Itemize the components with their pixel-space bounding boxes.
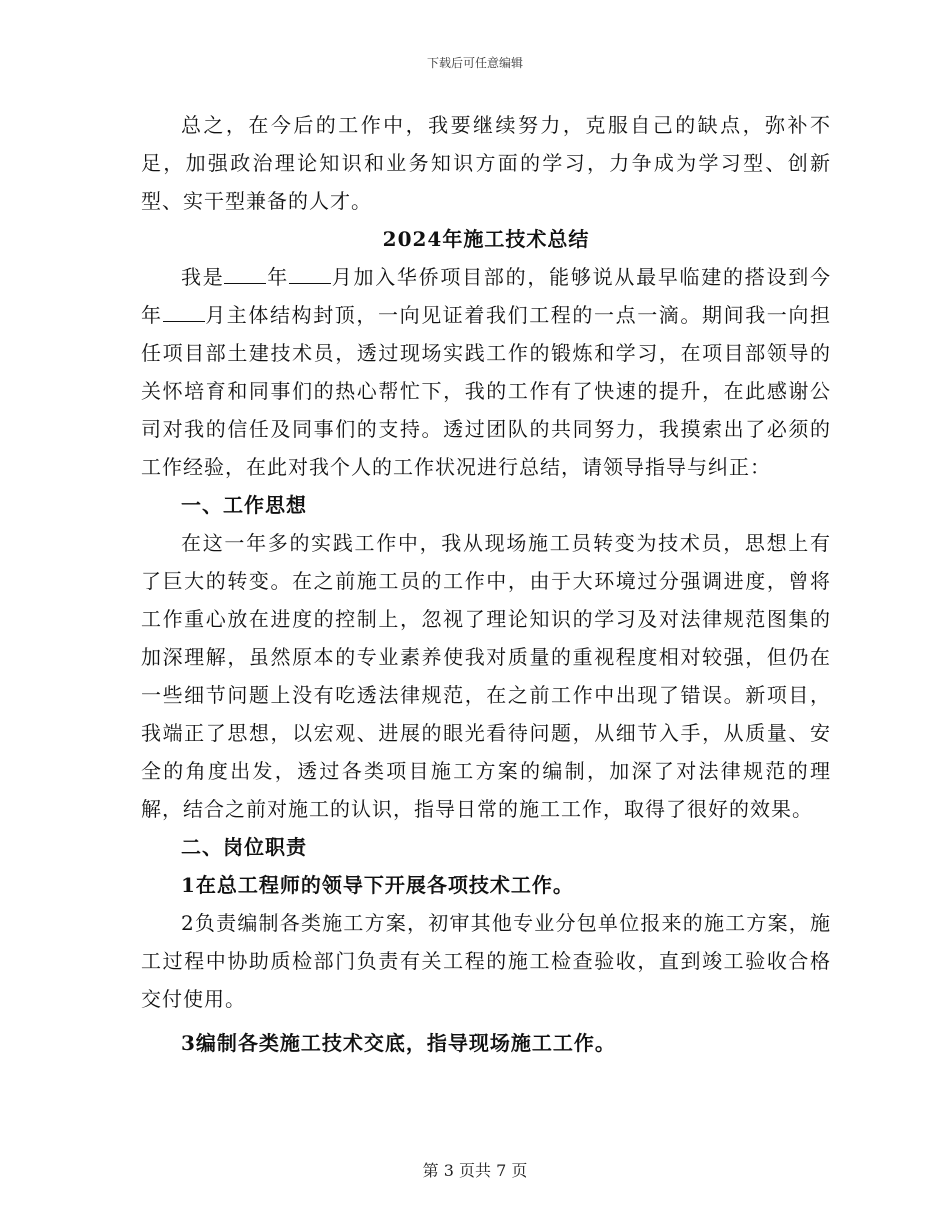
duty-item-1: 1在总工程师的领导下开展各项技术工作。 [181, 873, 574, 897]
blank-month-2 [163, 301, 205, 322]
duty-item-2: 2负责编制各类施工方案，初审其他专业分包单位报来的施工方案，施工过程中协助质检部门负责有关工程的施工检查验收，直到竣工验收合格交付使用。 [141, 911, 831, 1011]
page-header: 下载后可任意编辑 [426, 56, 523, 70]
blank-year [224, 263, 266, 284]
section-body-work-thought: 在这一年多的实践工作中，我从现场施工员转变为技术员，思想上有了巨大的转变。在之前施工员的工作中，由于大环境过分强调进度，曾将工作重心放在进度的控制上，忽视了理论知识的学习及对法律规范图集的加深理解，虽然原本的专业素养使我对质量的重视程度相对较强，但仍在一些细节问题上没有吃透法律规范，在之前工作中出现了错误。新项目，我端正了思想，以宏观、进展的眼光看待问题，从细节入手，从质量、安全的角度出发，透过各类项目施工方案的编制，加深了对法律规范的理解，结合之前对施工的认识，指导日常的施工工作，取得了很好的效果。 [141, 531, 831, 821]
section-heading-work-thought: 一、工作思想 [181, 493, 307, 517]
intro-text-2: 年 [266, 265, 289, 289]
closing-paragraph: 总之，在今后的工作中，我要继续努力，克服自己的缺点，弥补不足，加强政治理论知识和业务知识方面的学习，力争成为学习型、创新型、实干型兼备的人才。 [141, 113, 831, 213]
intro-paragraph [141, 258, 831, 486]
page-number: 第 3 页共 7 页 [422, 1161, 528, 1180]
section-heading-duties: 二、岗位职责 [181, 835, 307, 859]
blank-month [289, 263, 331, 284]
intro-text-3: 月加入华侨项目部的，能够说从最早临建的搭设到今年 [141, 265, 832, 327]
intro-text-4: 月主体结构封顶，一向见证着我们工程的一点一滴。期间我一向担任项目部土建技术员，透过现场实践工作的锻炼和学习，在项目部领导的关怀培育和同事们的热心帮忙下，我的工作有了快速的提升，在此感谢公司对我的信任及同事们的支持。透过团队的共同努力，我摸索出了必须的工作经验，在此对我个人的工作状况进行总结，请领导指导与纠正： [141, 303, 832, 479]
document-title: 2024年施工技术总结 [382, 227, 590, 251]
intro-text-1: 我是 [181, 265, 225, 289]
duty-item-3: 3编制各类施工技术交底，指导现场施工工作。 [181, 1031, 616, 1055]
document-body [141, 106, 831, 1062]
